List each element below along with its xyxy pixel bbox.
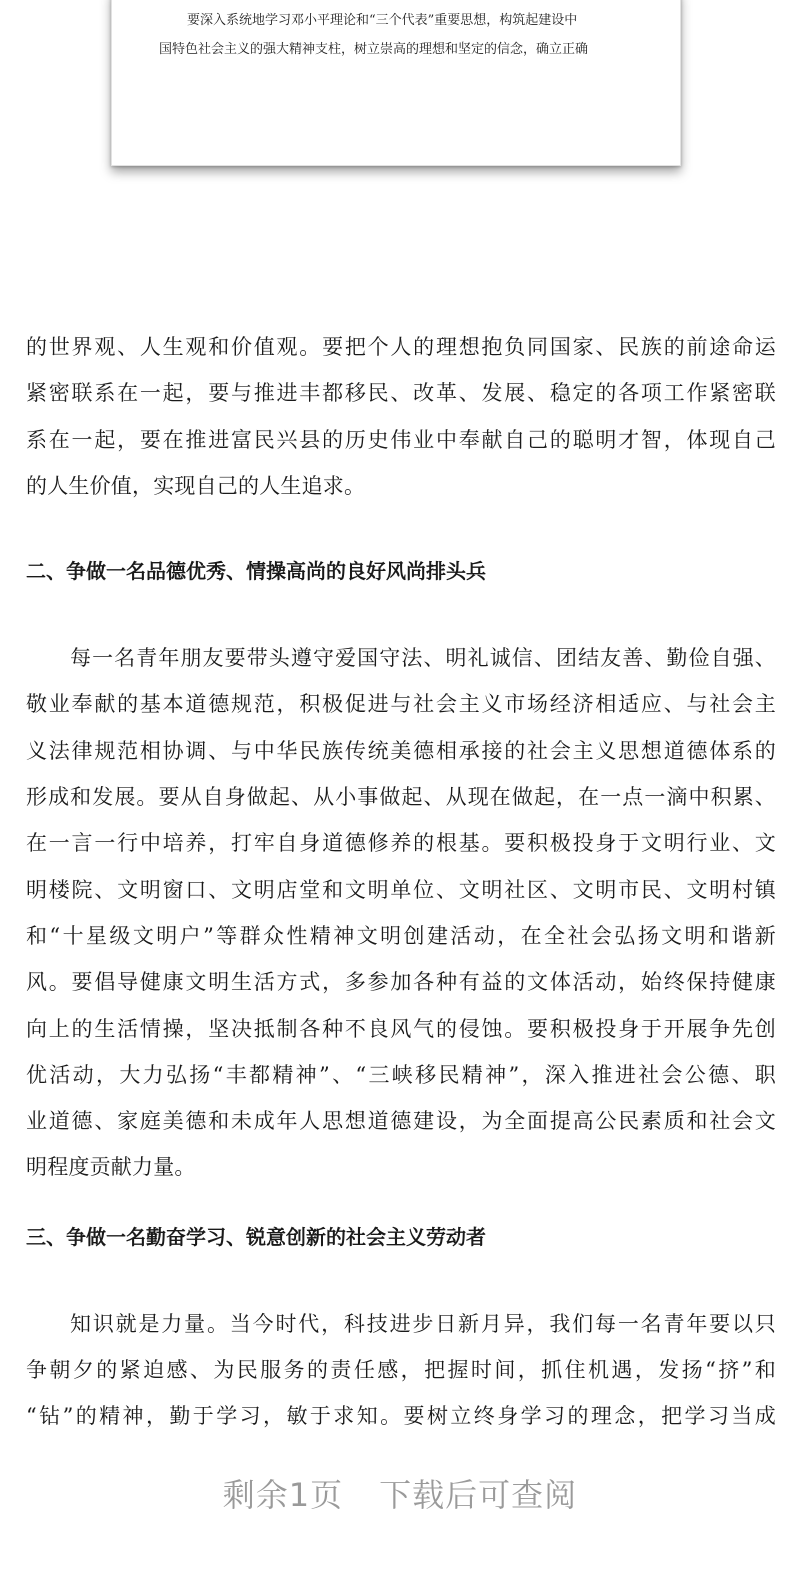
preview-line: 要深入系统地学习邓小平理论和“三个代表”重要思想，构筑起建设中 (187, 13, 578, 28)
text-line: 业道德、家庭美德和未成年人思想道德建设，为全面提高公民素质和社会文 (26, 1109, 776, 1134)
text-line: 明程度贡献力量。 (26, 1155, 196, 1180)
text-line: 风。要倡导健康文明生活方式，多参加各种有益的文体活动，始终保持健康 (26, 970, 776, 995)
preview-card-text (159, 6, 659, 64)
text-line: 和“十星级文明户”等群众性精神文明创建活动，在全社会弘扬文明和谐新 (26, 923, 776, 948)
document-preview-card (111, 0, 681, 166)
paragraph-2 (26, 635, 776, 1191)
remaining-pages-label: 剩余1页 (222, 1476, 344, 1514)
text-line: 紧密联系在一起，要与推进丰都移民、改革、发展、稳定的各项工作紧密联 (26, 381, 776, 406)
text-line: 形成和发展。要从自身做起、从小事做起、从现在做起，在一点一滴中积累、 (26, 785, 776, 810)
section-heading-3: 三、争做一名勤奋学习、锐意创新的社会主义劳动者 (26, 1224, 486, 1249)
text-line: 敬业奉献的基本道德规范，积极促进与社会主义市场经济相适应、与社会主 (26, 692, 776, 717)
text-line: 系在一起，要在推进富民兴县的历史伟业中奉献自己的聪明才智，体现自己 (26, 427, 776, 452)
text-line: 每一名青年朋友要带头遵守爱国守法、明礼诚信、团结友善、勤俭自强、 (70, 646, 776, 671)
text-line: 在一言一行中培养，打牢自身道德修养的根基。要积极投身于文明行业、文 (26, 831, 776, 856)
text-line: 的人生价值，实现自己的人生追求。 (26, 473, 366, 498)
text-line: 向上的生活情操，坚决抵制各种不良风气的侵蚀。要积极投身于开展争先创 (26, 1016, 776, 1041)
text-line: 知识就是力量。当今时代，科技进步日新月异，我们每一名青年要以只 (70, 1311, 776, 1336)
download-to-view-label[interactable]: 下载后可查阅 (379, 1476, 578, 1514)
text-line: 的世界观、人生观和价值观。要把个人的理想抱负同国家、民族的前途命运 (26, 335, 776, 359)
document-body (26, 324, 776, 1440)
preview-line: 国特色社会主义的强大精神支柱，树立崇高的理想和坚定的信念，确立正确 (159, 42, 589, 57)
paragraph-3 (26, 1301, 776, 1440)
text-line: “钻”的精神，勤于学习，敏于求知。要树立终身学习的理念，把学习当成 (26, 1404, 776, 1429)
text-line: 义法律规范相协调、与中华民族传统美德相承接的社会主义思想道德体系的 (26, 738, 776, 763)
remaining-pages-notice[interactable] (0, 1470, 800, 1516)
section-heading-2: 二、争做一名品德优秀、情操高尚的良好风尚排头兵 (26, 559, 486, 584)
text-line: 争朝夕的紧迫感、为民服务的责任感，把握时间，抓住机遇，发扬“挤”和 (26, 1358, 776, 1383)
text-line: 优活动，大力弘扬“丰都精神”、“三峡移民精神”，深入推进社会公德、职 (26, 1062, 776, 1087)
text-line: 明楼院、文明窗口、文明店堂和文明单位、文明社区、文明市民、文明村镇 (26, 877, 776, 902)
paragraph-1 (26, 324, 776, 509)
